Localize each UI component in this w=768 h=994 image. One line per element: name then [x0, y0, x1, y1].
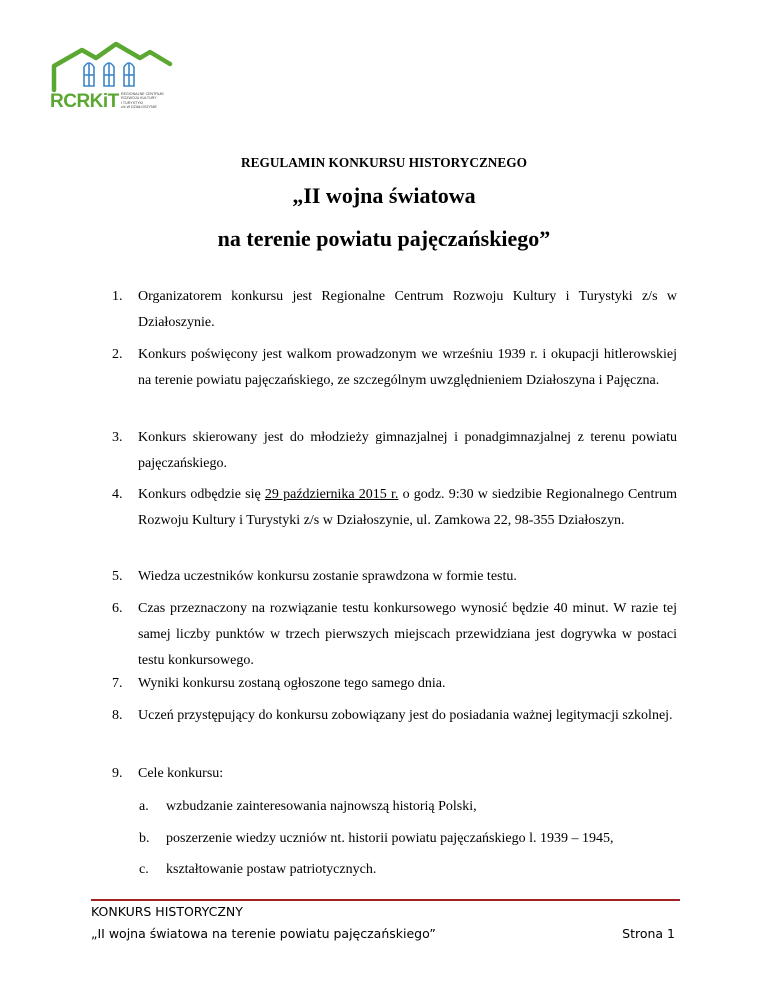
- footer-title: KONKURS HISTORYCZNY: [91, 904, 243, 919]
- window-icon: [104, 63, 114, 86]
- goal-text: kształtowanie postaw patriotycznych.: [166, 862, 377, 877]
- goal-item: [139, 826, 614, 852]
- rule-number: 4.: [112, 487, 123, 502]
- rule-number: 5.: [112, 569, 123, 584]
- document-title-line-1: „II wojna światowa: [292, 183, 476, 208]
- rule-text: [138, 482, 677, 534]
- goal-item: [139, 794, 477, 820]
- rule-text: Wiedza uczestników konkursu zostanie sprawdzona w formie testu.: [138, 569, 517, 584]
- goal-item: [139, 857, 376, 883]
- document-title-line-2: na terenie powiatu pajęczańskiego”: [217, 226, 551, 251]
- rule-text: Konkurs skierowany jest do młodzieży gimnazjalnej i ponadgimnazjalnej z terenu powiatu pajęczańskiego.: [138, 430, 677, 471]
- rule-text: Cele konkursu:: [138, 766, 224, 781]
- logo-subtitle-line: I TURYSTYKI: [121, 100, 144, 105]
- logo-subtitle-line: z/s W DZIAŁOSZYNIE: [121, 104, 157, 109]
- rule-text-part: Konkurs odbędzie się: [138, 487, 265, 502]
- rule-number: 7.: [112, 676, 123, 691]
- rule-item: [112, 703, 677, 729]
- rule-number: 3.: [112, 430, 123, 445]
- goal-text: poszerzenie wiedzy uczniów nt. historii powiatu pajęczańskiego l. 1939 – 1945,: [166, 831, 614, 846]
- rule-item: [112, 482, 677, 534]
- rule-number: 8.: [112, 708, 123, 723]
- window-icon: [124, 63, 134, 86]
- rule-number: 2.: [112, 347, 123, 362]
- roof-outline: [54, 44, 170, 90]
- rule-item: [112, 761, 677, 787]
- goal-letter: c.: [139, 862, 149, 877]
- rule-item: [112, 564, 677, 590]
- goal-letter: b.: [139, 831, 150, 846]
- rule-text: Czas przeznaczony na rozwiązanie testu konkursowego wynosić będzie 40 minut. W razie tej samej liczby punktów w trzech pierwszych miejscach przewidziana jest dogrywka w postaci testu konkursowego.: [138, 601, 677, 668]
- logo-wordmark: RCRKiT: [50, 91, 119, 112]
- rule-text: Wyniki konkursu zostaną ogłoszone tego samego dnia.: [138, 676, 446, 691]
- rule-item: [112, 284, 677, 336]
- rule-number: 6.: [112, 601, 123, 616]
- competition-date: 29 października 2015 r.: [264, 487, 399, 502]
- rule-text: Organizatorem konkursu jest Regionalne Centrum Rozwoju Kultury i Turystyki z/s w Działoszynie.: [138, 289, 677, 330]
- rule-text: Uczeń przystępujący do konkursu zobowiązany jest do posiadania ważnej legitymacji szkolnej.: [138, 708, 673, 723]
- rule-item: [112, 342, 677, 394]
- goal-text: wzbudzanie zainteresowania najnowszą historią Polski,: [166, 799, 477, 814]
- document-label: REGULAMIN KONKURSU HISTORYCZNEGO: [241, 155, 527, 170]
- window-icon: [84, 63, 94, 86]
- logo-subtitle-line: REGIONALNE CENTRUM: [121, 92, 164, 96]
- rule-number: 1.: [112, 289, 123, 304]
- rule-item: [112, 596, 677, 674]
- logo-subtitle: [121, 92, 173, 109]
- logo-subtitle-line: ROZWOJU KULTURY: [121, 96, 157, 101]
- rule-text: Konkurs poświęcony jest walkom prowadzonym we wrześniu 1939 r. i okupacji hitlerowskiej na terenie powiatu pajęczańskiego, ze szczególnym uwzględnieniem Działoszyna i Pajęczna.: [138, 347, 677, 388]
- rule-text-part: o godz. 9:30 w siedzibie Regionalnego Centrum Rozwoju Kultury i Turystyki z/s w Działoszynie, ul. Zamkowa 22, 98-355 Działoszyn.: [138, 487, 678, 528]
- footer-rule: [91, 899, 680, 901]
- page-number: Strona 1: [622, 926, 675, 941]
- goal-letter: a.: [139, 799, 149, 814]
- rule-item: [112, 425, 677, 477]
- footer-subtitle: „II wojna światowa na terenie powiatu pajęczańskiego”: [91, 926, 436, 941]
- rule-number: 9.: [112, 766, 123, 781]
- rule-item: [112, 671, 677, 697]
